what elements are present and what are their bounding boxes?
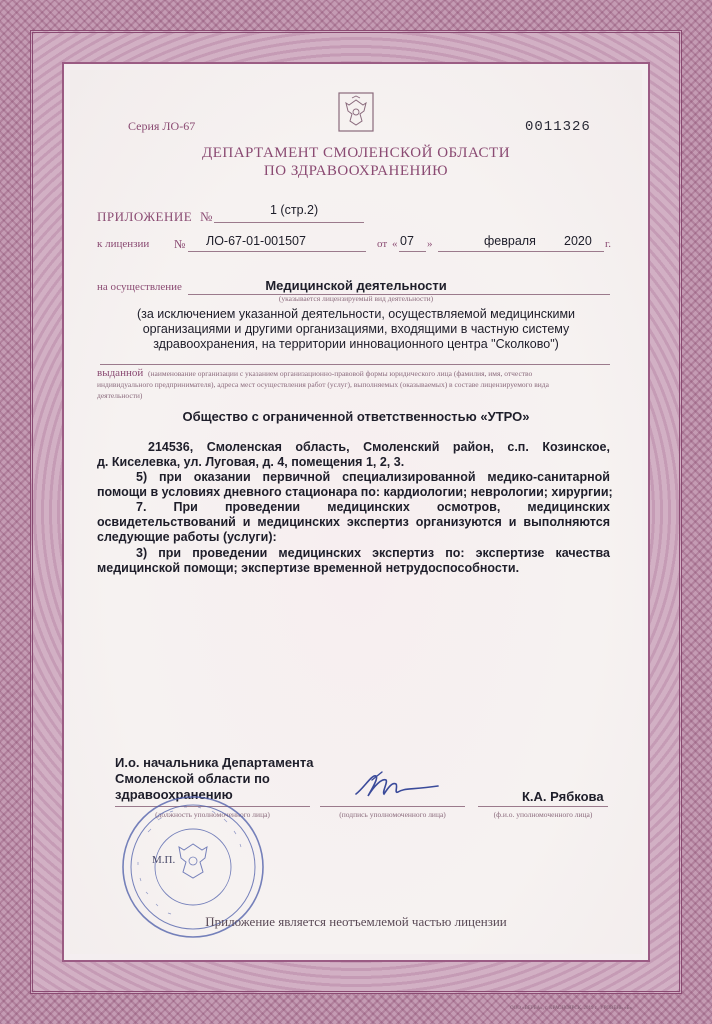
license-from-label: от [377,238,388,250]
issued-hint-line2: индивидуального предпринимателя), адреса мест осуществления работ (услуг), выполняемых (оказываемых) в составе лицензируемого вида [97,380,549,389]
license-label: к лицензии [97,238,150,250]
printer-imprint: ООО «ВЕРБА», г. КРАСНОЯРСК, 2019 г., УРОВЕНЬ «Б» [510,1006,633,1011]
issued-label: выданной [97,367,144,379]
service-5-line2: помощи в условиях дневного стационара по: кардиологии; неврологии; хирургии; [97,485,613,499]
activity-label: на осуществление [97,281,182,293]
signatory-name: К.А. Рябкова [522,789,604,804]
handwritten-signature [352,768,442,804]
position-line3: здравоохранению [115,787,233,802]
issued-hint-line3: деятельности) [97,391,143,400]
issued-hint-line1: (наименование организации с указанием организационно-правовой формы юридического лица (фамилия, имя, отчество [148,369,533,378]
service-3-line2: медицинской помощи; экспертизе временной нетрудоспособности. [97,561,520,575]
license-day: 07 [400,234,414,248]
service-3-line1: 3) при проведении медицинских экспертиз по: экспертизе качества [136,546,610,560]
activity-note-line3: здравоохранения, на территории инновационного центра "Сколково") [153,337,559,351]
appendix-underline [214,222,364,223]
name-hint: (ф.и.о. уполномоченного лица) [493,810,593,819]
appendix-label: ПРИЛОЖЕНИЕ [97,209,193,224]
series-label: Серия ЛО-67 [128,119,196,133]
service-5-line1: 5) при оказании первичной специализированной медико-санитарной [136,470,610,484]
issued-top-line [100,364,610,365]
license-date-underline [438,251,604,252]
position-line2: Смоленской области по [115,771,270,786]
appendix-value: 1 (стр.2) [270,203,319,217]
activity-hint: (указывается лицензируемый вид деятельности) [278,294,434,303]
appendix-no-sign: № [200,209,213,224]
activity-value: Медицинской деятельности [265,278,447,293]
license-day-underline [399,251,426,252]
department-title-line2: ПО ЗДРАВООХРАНЕНИЮ [263,163,449,179]
license-year-suffix: г. [605,238,612,250]
position-hint: (должность уполномоченного лица) [155,810,270,819]
seal-placeholder-label: М.П. [152,854,176,866]
service-7-line1: 7. При проведении медицинских осмотров, медицинских [136,500,610,514]
license-number-underline [188,251,366,252]
license-year: 2020 [564,234,592,248]
license-number: ЛО-67-01-001507 [206,234,306,248]
organization-name: Общество с ограниченной ответственностью «УТРО» [182,409,530,424]
signature-underline [320,806,465,807]
license-month: февраля [484,234,536,248]
signature-hint: (подпись уполномоченного лица) [339,810,446,819]
position-line1: И.о. начальника Департамента [115,755,314,770]
service-7-line3: следующие работы (услуги): [97,530,277,544]
service-7-line2: освидетельствований и медицинских экспертиз организуются и выполняются [97,515,610,529]
address-line2: д. Киселевка, ул. Луговая, д. 4, помещения 1, 2, 3. [97,455,405,469]
license-quote-close: » [427,238,433,250]
activity-note-line1: (за исключением указанной деятельности, осуществляемой медицинскими [136,307,576,321]
license-no-sign: № [174,237,186,251]
activity-note-line2: организациями и другими организациями, входящими в частную систему [142,322,570,336]
license-quote-open: « [392,238,398,250]
name-underline [478,806,608,807]
footer-note: Приложение является неотъемлемой частью лицензии [205,914,507,929]
document-number: 0011326 [525,119,591,135]
address-line1: 214536, Смоленская область, Смоленский район, с.п. Козинское, [148,440,610,454]
coat-of-arms-emblem [338,92,374,132]
department-title-line1: ДЕПАРТАМЕНТ СМОЛЕНСКОЙ ОБЛАСТИ [201,145,511,161]
